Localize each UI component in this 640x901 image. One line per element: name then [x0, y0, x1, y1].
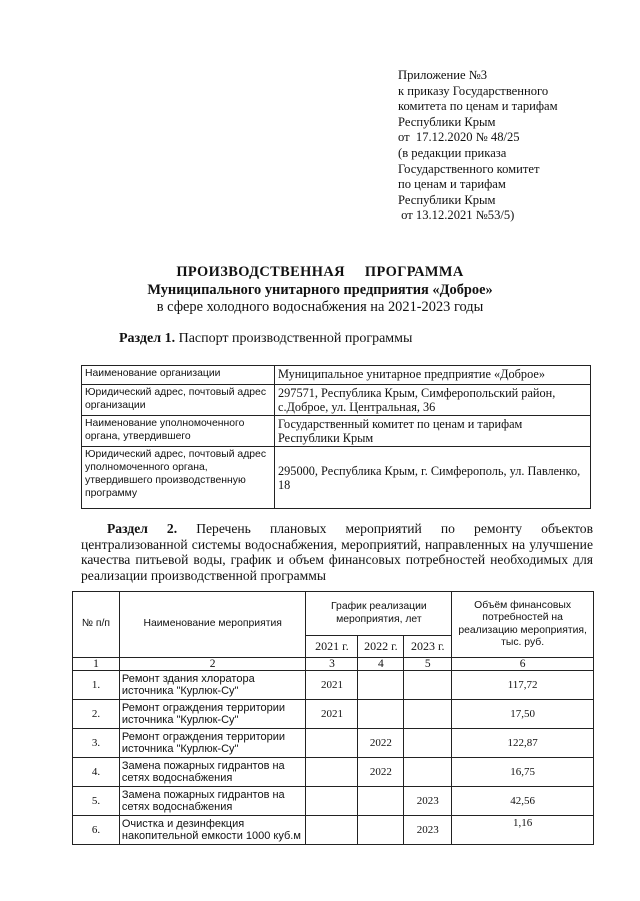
- header-num: № п/п: [73, 592, 120, 658]
- passport-label: Наименование уполномоченного органа, утвердившего: [82, 416, 275, 447]
- index-cell: 2: [119, 658, 306, 671]
- row-year-2022: [358, 671, 404, 700]
- row-year-2021: 2021: [306, 700, 358, 729]
- row-num: 5.: [73, 787, 120, 816]
- document-title: [0, 264, 640, 317]
- section-1-text: Паспорт производственной программы: [175, 331, 413, 346]
- row-name: Ремонт здания хлоратора источника "Курлюк-Су": [119, 671, 306, 700]
- row-amount: 17,50: [452, 700, 594, 729]
- passport-value: Государственный комитет по ценам и тарифам Республики Крым: [275, 416, 591, 447]
- row-year-2022: [358, 816, 404, 845]
- row-name: Замена пожарных гидрантов на сетях водоснабжения: [119, 787, 306, 816]
- annex-line: Республики Крым: [398, 114, 496, 129]
- header-year-2022: 2022 г.: [358, 636, 404, 658]
- table-row: [73, 758, 594, 787]
- annex-line: по ценам и тарифам: [398, 177, 506, 192]
- plan-table: [72, 591, 594, 845]
- table-row: [73, 700, 594, 729]
- passport-value: 295000, Республика Крым, г. Симферополь, ул. Павленко, 18: [275, 447, 591, 509]
- section-2-text: Перечень плановых мероприятий по ремонту объектов централизованной системы водоснабжения, мероприятий, направленных на улучшение качества питьевой воды, график и объем финансовых потребностей необходимых для реализации производственной программы: [81, 521, 593, 583]
- row-num: 1.: [73, 671, 120, 700]
- annex-line: Государственного комитет: [398, 161, 540, 176]
- passport-label: Юридический адрес, почтовый адрес организации: [82, 385, 275, 416]
- passport-value: 297571, Республика Крым, Симферопольский район, с.Доброе, ул. Центральная, 36: [275, 385, 591, 416]
- index-cell: 4: [358, 658, 404, 671]
- row-num: 4.: [73, 758, 120, 787]
- header-year-2023: 2023 г.: [404, 636, 452, 658]
- row-name: Очистка и дезинфекция накопительной емкости 1000 куб.м: [119, 816, 306, 845]
- annex-line: от 17.12.2020 № 48/25: [398, 130, 520, 145]
- row-year-2021: [306, 816, 358, 845]
- row-amount: 117,72: [452, 671, 594, 700]
- table-row: [73, 787, 594, 816]
- annex-line: Республики Крым: [398, 192, 496, 207]
- row-year-2023: [404, 671, 452, 700]
- index-cell: 5: [404, 658, 452, 671]
- row-name: Замена пожарных гидрантов на сетях водоснабжения: [119, 758, 306, 787]
- section-1-label: Раздел 1.: [119, 331, 176, 346]
- table-row: [73, 816, 594, 845]
- row-year-2022: [358, 787, 404, 816]
- row-year-2023: [404, 758, 452, 787]
- header-amount: Объём финансовых потребностей на реализацию мероприятия, тыс. руб.: [452, 592, 594, 658]
- row-year-2021: [306, 729, 358, 758]
- title-line-2: Муниципального унитарного предприятия «Доброе»: [147, 281, 493, 298]
- row-year-2022: [358, 700, 404, 729]
- row-year-2021: [306, 787, 358, 816]
- passport-table: [81, 365, 591, 509]
- row-year-2023: [404, 700, 452, 729]
- index-cell: 1: [73, 658, 120, 671]
- annex-block: [398, 68, 628, 224]
- index-cell: 3: [306, 658, 358, 671]
- row-year-2021: [306, 758, 358, 787]
- header-name: Наименование мероприятия: [119, 592, 306, 658]
- row-num: 3.: [73, 729, 120, 758]
- passport-row: [82, 447, 591, 509]
- row-year-2022: 2022: [358, 729, 404, 758]
- row-name: Ремонт ограждения территории источника "Курлюк-Су": [119, 700, 306, 729]
- annex-line: (в редакции приказа: [398, 145, 507, 160]
- annex-line: от 13.12.2021 №53/5): [398, 208, 515, 223]
- table-row: [73, 671, 594, 700]
- title-line-3: в сфере холодного водоснабжения на 2021-2023 годы: [156, 299, 484, 315]
- index-cell: 6: [452, 658, 594, 671]
- header-schedule: График реализации мероприятия, лет: [306, 592, 452, 636]
- passport-label: Наименование организации: [82, 366, 275, 385]
- row-year-2022: 2022: [358, 758, 404, 787]
- annex-line: Приложение №3: [398, 68, 488, 82]
- passport-value: Муниципальное унитарное предприятие «Доброе»: [275, 366, 591, 385]
- row-amount: 16,75: [452, 758, 594, 787]
- passport-row: [82, 416, 591, 447]
- table-row: [73, 729, 594, 758]
- annex-line: комитета по ценам и тарифам: [398, 99, 558, 114]
- title-line-1: ПРОИЗВОДСТВЕННАЯ ПРОГРАММА: [176, 264, 464, 280]
- section-2-heading: [81, 521, 593, 583]
- row-amount: 1,16: [452, 816, 594, 845]
- header-year-2021: 2021 г.: [306, 636, 358, 658]
- row-year-2023: 2023: [404, 787, 452, 816]
- passport-row: [82, 366, 591, 385]
- row-year-2021: 2021: [306, 671, 358, 700]
- annex-line: к приказу Государственного: [398, 83, 549, 98]
- index-row: [73, 658, 594, 671]
- section-1-heading: [119, 331, 412, 347]
- row-name: Ремонт ограждения территории источника "Курлюк-Су": [119, 729, 306, 758]
- passport-row: [82, 385, 591, 416]
- row-amount: 42,56: [452, 787, 594, 816]
- row-num: 2.: [73, 700, 120, 729]
- passport-label: Юридический адрес, почтовый адрес уполномоченного органа, утвердившего производственную программу: [82, 447, 275, 509]
- row-year-2023: 2023: [404, 816, 452, 845]
- row-num: 6.: [73, 816, 120, 845]
- row-amount: 122,87: [452, 729, 594, 758]
- row-year-2023: [404, 729, 452, 758]
- section-2-label: Раздел 2.: [107, 521, 178, 536]
